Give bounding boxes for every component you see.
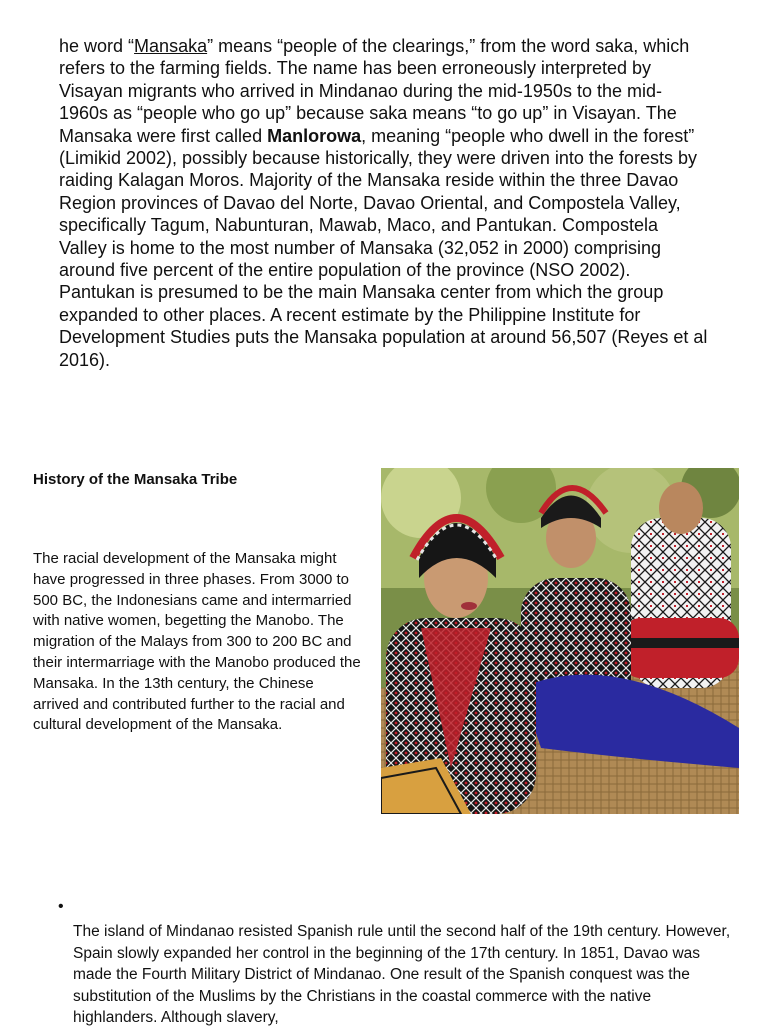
history-paragraph: The racial development of the Mansaka might have progressed in three phases. From 3000 to 500 BC, the Indonesians came and intermarried with native women, begetting the Manobo. The migration of the Malays from 300 to 200 BC and their intermarriage with the Manobo produced the Mansaka. In the 13th century, the Chinese arrived and contributed further to the racial and cultural development of the Mansaka.: [33, 550, 361, 734]
bullet-marker: •: [58, 898, 64, 915]
intro-paragraph: he word “Mansaka” means “people of the clearings,” from the word saka, which refers to the farming fields. The name has been erroneously interpreted by Visayan migrants who arrived in Mindanao during the mid-1950s to the mid-1960s as “people who go up” because saka means “to go up” in Visayan. The Mansaka were first called Manlorowa, meaning “people who dwell in the forest” (Limikid 2002), possibly because historically, they were driven into the forests by raiding Kalagan Moros. Majority of the Mansaka reside within the three Davao Region provinces of Davao del Norte, Davao Oriental, and Compostela Valley, specifically Tagum, Nabunturan, Mawab, Maco, and Pantukan. Compostela Valley is home to the most number of Mansaka (32,052 in 2000) comprising around five percent of the entire population of the province (NSO 2002). Pantukan is presumed to be the main Mansaka center from which the group expanded to other places. A recent estimate by the Philippine Institute for Development Studies puts the Mansaka population at around 56,507 (Reyes et al 2016).: [59, 36, 708, 370]
manlorowa-term: Manlorowa: [267, 125, 362, 146]
spanish-rule-paragraph: The island of Mindanao resisted Spanish rule until the second half of the 19th century. However, Spain slowly expanded her control in the beginning of the 17th century. In 1851, Davao was made the Fourth Military District of Mindanao. One result of the Spanish conquest was the substitution of the Muslims by the Christians in the coastal commerce with the native highlanders. Although slavery,: [73, 923, 731, 1026]
mansaka-term: Mansaka: [134, 36, 208, 56]
mansaka-women-photo: [381, 468, 739, 814]
section-heading: History of the Mansaka Tribe: [33, 471, 238, 488]
